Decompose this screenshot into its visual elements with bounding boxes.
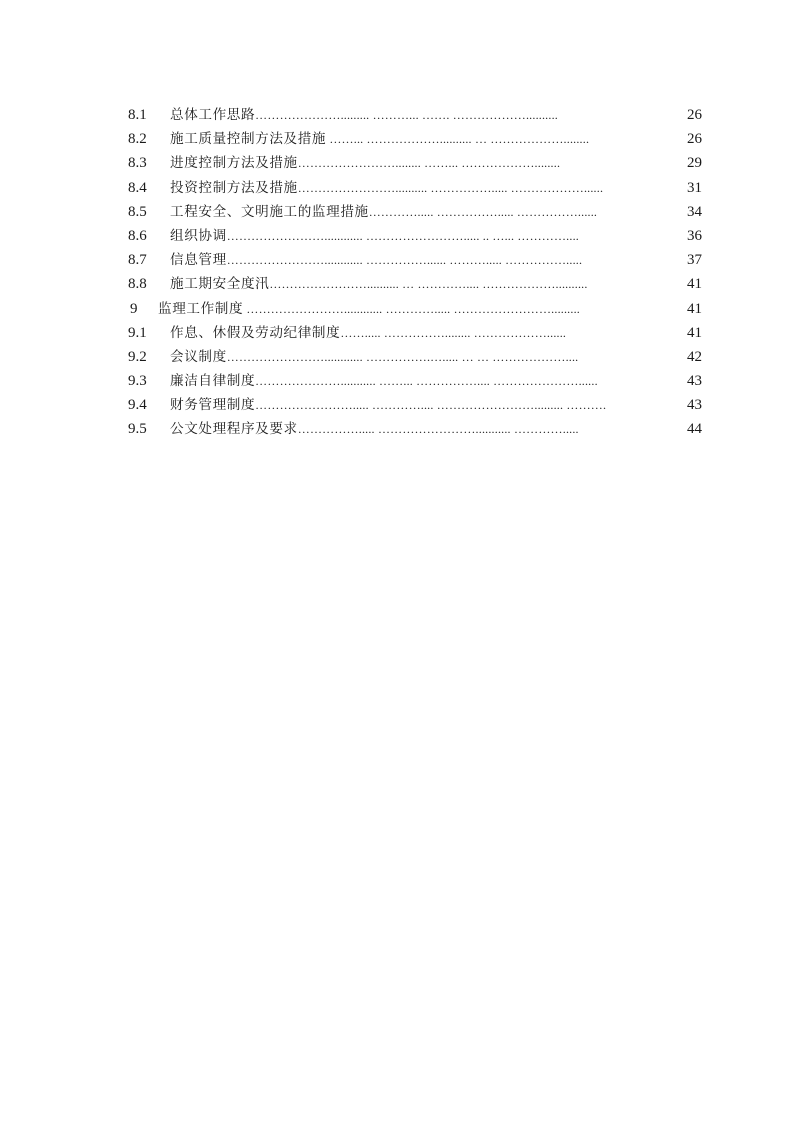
toc-section-number: 8.6 <box>128 227 147 244</box>
toc-entry[interactable] <box>128 127 702 151</box>
toc-section-title: 作息、休假及劳动纪律制度 <box>170 324 341 341</box>
toc-section-title: 施工质量控制方法及措施 <box>170 131 327 148</box>
toc-dot-leader: …………………….......... … ………….... ……………….......... <box>269 277 588 292</box>
toc-dot-leader: ……..... ……………........ ………………...... <box>340 325 567 340</box>
toc-title-line <box>170 224 676 248</box>
toc-page-number: 31 <box>687 179 702 196</box>
toc-page-number: 41 <box>687 324 702 341</box>
toc-title-line <box>170 272 676 296</box>
toc-title-line <box>170 345 676 369</box>
toc-page-number: 36 <box>687 227 702 244</box>
toc-title-line <box>170 151 676 175</box>
toc-entry[interactable] <box>128 224 702 248</box>
toc-entry[interactable] <box>128 417 702 441</box>
toc-section-title: 会议制度 <box>170 348 227 365</box>
toc-dot-leader: …………..... ……………..... ……………...... <box>368 204 598 219</box>
toc-page-number: 43 <box>687 373 702 390</box>
toc-page-number: 41 <box>687 300 702 317</box>
toc-title-line <box>170 176 676 200</box>
toc-section-title: 施工期安全度汛 <box>170 276 270 293</box>
table-of-contents <box>128 103 702 442</box>
toc-page-number: 42 <box>687 348 702 365</box>
toc-entry[interactable] <box>128 272 702 296</box>
toc-entry[interactable] <box>128 248 702 272</box>
toc-section-title: 组织协调 <box>170 227 227 244</box>
toc-entry[interactable] <box>128 321 702 345</box>
toc-section-title: 总体工作思路 <box>170 107 256 123</box>
toc-section-number: 8.1 <box>128 107 147 123</box>
toc-title-line <box>170 321 676 345</box>
toc-section-title: 财务管理制度 <box>170 397 256 414</box>
toc-dot-leader: ……... ……………….......... … ………………........ <box>326 132 590 147</box>
toc-section-title: 工程安全、文明施工的监理措施 <box>170 203 369 220</box>
toc-section-title: 信息管理 <box>170 252 227 269</box>
toc-page-number: 34 <box>687 203 702 220</box>
toc-page-number: 44 <box>687 421 702 438</box>
toc-entry[interactable] <box>128 393 702 417</box>
toc-dot-leader: ……………………............ …………….…..... … … ……………….... <box>226 349 579 364</box>
toc-section-number: 9 <box>130 300 138 317</box>
toc-title-line <box>170 369 676 393</box>
toc-section-title: 监理工作制度 <box>158 300 244 317</box>
toc-title-line <box>170 417 676 441</box>
toc-section-number: 9.2 <box>128 348 147 365</box>
toc-title-line <box>170 393 676 417</box>
toc-section-number: 8.7 <box>128 252 147 269</box>
toc-page-number: 26 <box>687 131 702 148</box>
toc-entry[interactable] <box>128 369 702 393</box>
toc-section-number: 8.5 <box>128 203 147 220</box>
toc-section-number: 9.1 <box>128 324 147 341</box>
toc-section-number: 9.5 <box>128 421 147 438</box>
toc-page-number: 43 <box>687 397 702 414</box>
toc-section-number: 9.4 <box>128 397 147 414</box>
toc-section-number: 8.4 <box>128 179 147 196</box>
toc-page-number: 29 <box>687 155 702 172</box>
toc-page-number: 41 <box>687 276 702 293</box>
toc-title-line <box>170 200 676 224</box>
toc-section-number: 8.8 <box>128 276 147 293</box>
toc-page-number: 37 <box>687 252 702 269</box>
toc-title-line <box>158 297 676 321</box>
toc-section-number: 9.3 <box>128 373 147 390</box>
toc-entry[interactable] <box>128 345 702 369</box>
toc-section-number: 8.3 <box>128 155 147 172</box>
toc-section-title: 进度控制方法及措施 <box>170 155 298 172</box>
toc-section-number: 8.2 <box>128 131 147 148</box>
toc-entry[interactable] <box>128 151 702 175</box>
toc-title-line <box>170 127 676 151</box>
toc-title-line <box>170 103 676 127</box>
toc-dot-leader: ……………………............ …………..... ……………………......... <box>243 301 580 316</box>
toc-title-line <box>170 248 676 272</box>
toc-dot-leader: ……………………..... ………….... ……………………......... ………. <box>255 398 607 413</box>
toc-dot-leader: …………………….......... ……………..... ………………...... <box>297 180 604 195</box>
toc-section-title: 投资控制方法及措施 <box>170 179 298 196</box>
toc-dot-leader: …………………......... ………... ……. ……………….......... <box>255 108 558 122</box>
toc-entry[interactable] <box>128 297 702 321</box>
toc-entry[interactable] <box>128 176 702 200</box>
toc-section-title: 公文处理程序及要求 <box>170 421 298 438</box>
toc-section-title: 廉洁自律制度 <box>170 373 256 390</box>
toc-entry[interactable] <box>128 103 702 127</box>
toc-entry[interactable] <box>128 200 702 224</box>
toc-dot-leader: …………………........... ……... …………….... …………………...... <box>255 374 598 389</box>
toc-page-number: 26 <box>687 107 702 123</box>
toc-dot-leader: ……………..... ……………………........... …………..... <box>297 422 579 437</box>
toc-dot-leader: ……………………............ ……………...... ………..... ……………..... <box>226 253 583 268</box>
toc-dot-leader: ……………………............ ……………………..... .. …... ………….... <box>226 228 579 243</box>
toc-dot-leader: ……………………........ ……... ………………........ <box>297 156 561 171</box>
